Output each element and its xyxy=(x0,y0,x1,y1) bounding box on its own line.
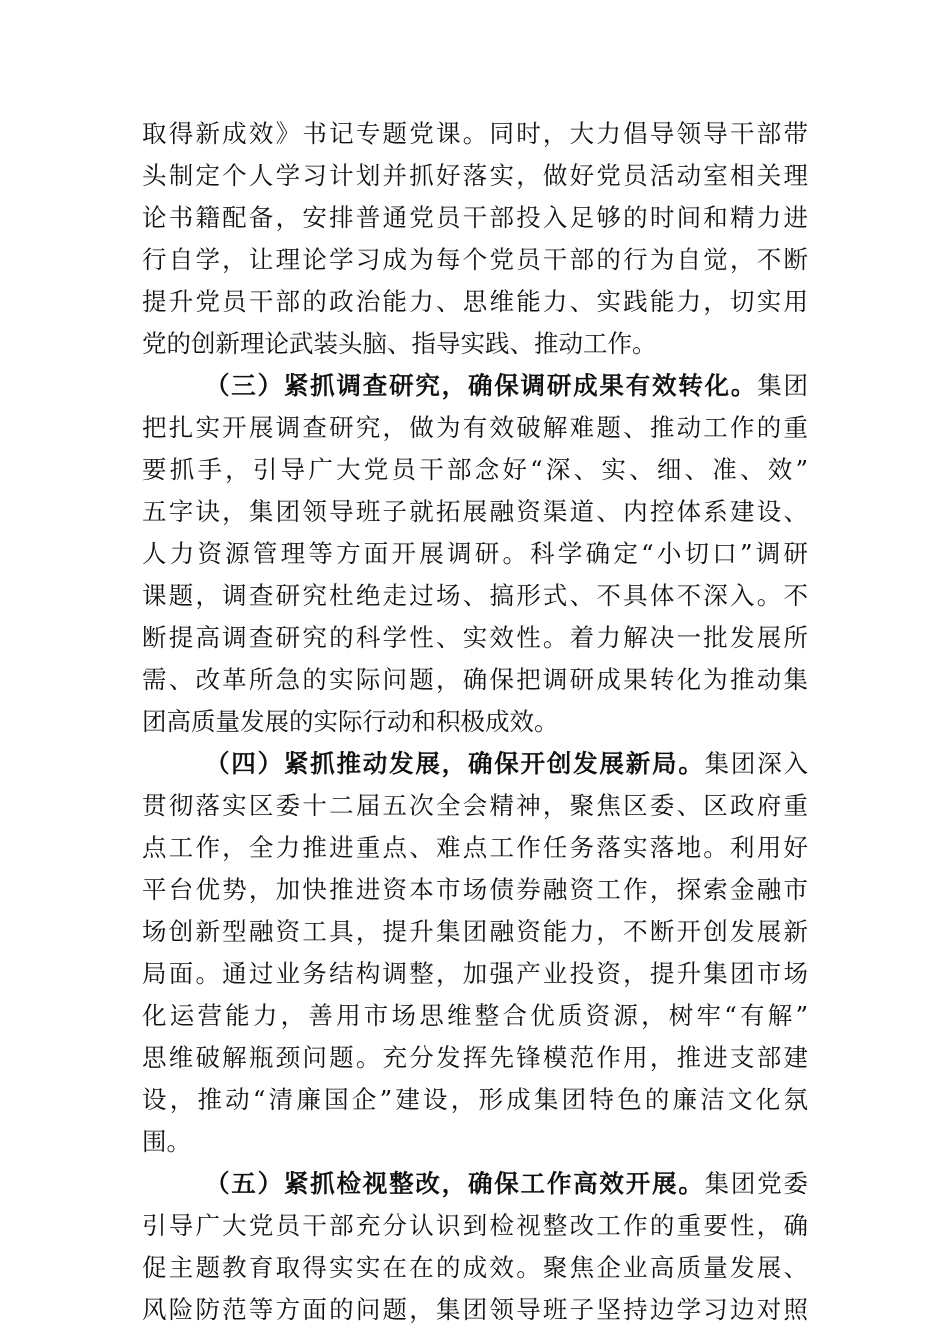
text-line: 平台优势，加快推进资本市场债券融资工作，探索金融市 xyxy=(142,875,808,904)
section-heading: （三）紧抓调查研究，确保调研成果有效转化。 xyxy=(205,371,758,400)
heading-line-rest: 集团党委 xyxy=(704,1169,809,1198)
text-line: 人力资源管理等方面开展调研。科学确定“小切口”调研 xyxy=(142,539,808,568)
text-line: 围。 xyxy=(142,1127,191,1156)
text-line: 行自学，让理论学习成为每个党员干部的行为自觉，不断 xyxy=(142,245,808,274)
section-heading-line xyxy=(205,745,808,783)
heading-line-rest: 集团 xyxy=(757,371,808,400)
text-line: 取得新成效》书记专题党课。同时，大力倡导领导干部带 xyxy=(142,119,808,148)
text-line: 五字诀，集团领导班子就拓展融资渠道、内控体系建设、 xyxy=(142,497,808,526)
text-line: 党的创新理论武装头脑、指导实践、推动工作。 xyxy=(142,329,657,358)
text-line: 促主题教育取得实实在在的成效。聚焦企业高质量发展、 xyxy=(142,1253,808,1282)
text-line: 点工作，全力推进重点、难点工作任务落实落地。利用好 xyxy=(142,833,808,862)
text-line: 要抓手，引导广大党员干部念好“深、实、细、准、效” xyxy=(142,455,808,484)
text-line: 提升党员干部的政治能力、思维能力、实践能力，切实用 xyxy=(142,287,808,316)
text-line: 需、改革所急的实际问题，确保把调研成果转化为推动集 xyxy=(142,665,808,694)
text-line: 设，推动“清廉国企”建设，形成集团特色的廉洁文化氛 xyxy=(142,1085,808,1114)
section-heading: （四）紧抓推动发展，确保开创发展新局。 xyxy=(205,749,705,778)
text-line: 团高质量发展的实际行动和积极成效。 xyxy=(142,707,559,736)
text-line: 引导广大党员干部充分认识到检视整改工作的重要性，确 xyxy=(142,1211,808,1240)
section-heading-line xyxy=(205,367,808,405)
text-line: 把扎实开展调查研究，做为有效破解难题、推动工作的重 xyxy=(142,413,808,442)
section-heading: （五）紧抓检视整改，确保工作高效开展。 xyxy=(205,1169,705,1198)
text-line: 局面。通过业务结构调整，加强产业投资，提升集团市场 xyxy=(142,959,808,988)
text-line: 论书籍配备，安排普通党员干部投入足够的时间和精力进 xyxy=(142,203,808,232)
text-line: 思维破解瓶颈问题。充分发挥先锋模范作用，推进支部建 xyxy=(142,1043,808,1072)
text-line: 断提高调查研究的科学性、实效性。着力解决一批发展所 xyxy=(142,623,808,652)
text-line: 风险防范等方面的问题，集团领导班子坚持边学习边对照 xyxy=(142,1295,808,1324)
heading-line-rest: 集团深入 xyxy=(704,749,809,778)
text-line: 贯彻落实区委十二届五次全会精神，聚焦区委、区政府重 xyxy=(142,791,808,820)
text-line: 头制定个人学习计划并抓好落实，做好党员活动室相关理 xyxy=(142,161,808,190)
text-line: 场创新型融资工具，提升集团融资能力，不断开创发展新 xyxy=(142,917,808,946)
section-heading-line xyxy=(205,1165,808,1203)
text-line: 化运营能力，善用市场思维整合优质资源，树牢“有解” xyxy=(142,1001,808,1030)
text-line: 课题，调查研究杜绝走过场、搞形式、不具体不深入。不 xyxy=(142,581,808,610)
